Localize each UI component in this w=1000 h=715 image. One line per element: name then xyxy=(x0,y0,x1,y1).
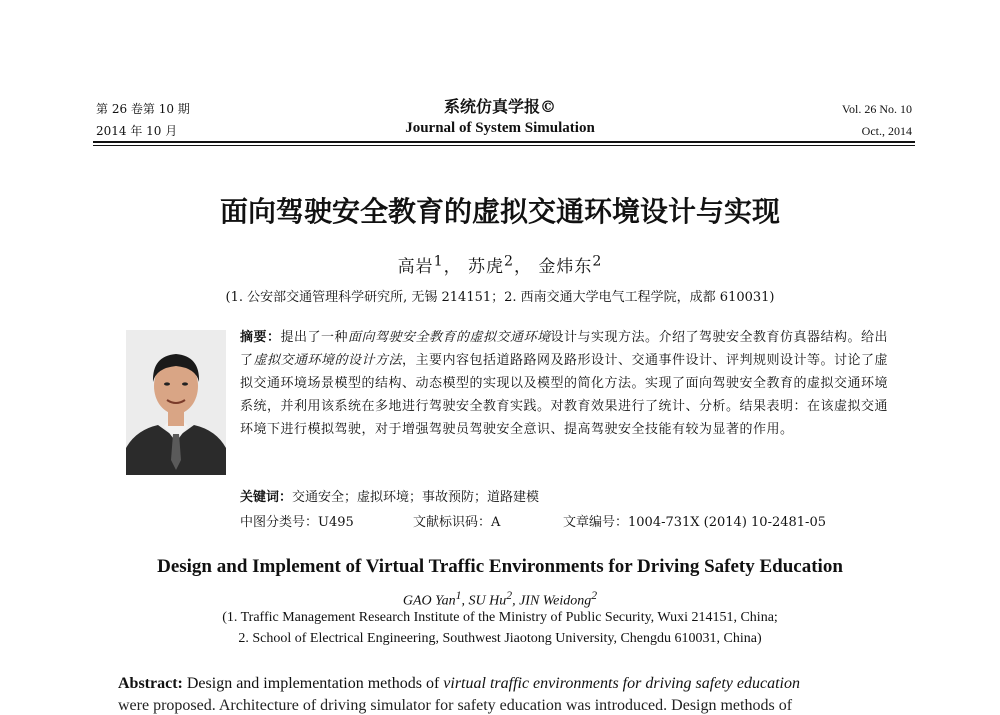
abstract-text: 设计与实现方法。介绍了驾驶安全教育仿真器结构。给出了 xyxy=(240,330,889,368)
abstract-emphasis: 面向驾驶安全教育的虚拟交通环境 xyxy=(348,330,551,345)
journal-title-cn: 系统仿真学报© xyxy=(443,97,556,116)
author-separator: ， xyxy=(514,257,532,277)
abstract-en xyxy=(118,675,800,693)
author-name: 金炜东 xyxy=(538,257,593,277)
author-affil-mark: 1 xyxy=(455,589,462,602)
photo-eye-left xyxy=(164,382,170,385)
author-name-en: GAO Yan xyxy=(402,593,456,609)
header-rule-thick xyxy=(93,141,915,143)
article-number: 文章编号：1004-731X (2014) 10-2481-05 xyxy=(563,515,826,530)
abstract-cn xyxy=(240,326,890,441)
volume-issue-en: Vol. 26 No. 10 xyxy=(841,102,912,116)
abstract-text: ，主要内容包括道路路网及路形设计、交通事件设计、评判规则设计等。讨论了虚拟交通环境场景模型的结构、动态模型的实现以及模型的简化方法。实现了面向驾驶安全教育的虚拟交通环境系统，并利用该系统在多地进行驾驶安全教育实践。对教育效果进行了统计、分析。结果表明：在该虚拟交通环境下进行模拟驾驶，对于增强驾驶员驾驶安全意识、提高驾驶安全技能有较为显著的作用。 xyxy=(240,353,889,437)
abstract-label-cn: 摘要： xyxy=(240,330,281,345)
keywords-text: 交通安全；虚拟环境；事故预防；道路建模 xyxy=(292,490,540,505)
affiliation-en-2: 2. School of Electrical Engineering, Southwest Jiaotong University, Chengdu 610031, China) xyxy=(238,631,762,646)
header-rule-thin xyxy=(93,145,915,146)
author-affil-mark: 2 xyxy=(592,253,603,270)
authors-cn xyxy=(0,252,1000,277)
abstract-en-line2: were proposed. Architecture of driving simulator for safety education was introduced. Design methods of xyxy=(118,697,793,714)
author-affil-mark: 2 xyxy=(506,589,513,602)
paper-title-cn: 面向驾驶安全教育的虚拟交通环境设计与实现 xyxy=(219,195,780,228)
date-en: Oct., 2014 xyxy=(861,124,912,138)
author-affil-mark: 2 xyxy=(503,253,514,270)
keywords-cn xyxy=(240,486,539,505)
author-name-en: SU Hu xyxy=(468,593,507,609)
classification-line xyxy=(240,511,826,530)
abstract-label-en: Abstract: xyxy=(118,675,183,692)
clc-number: 中图分类号：U495 xyxy=(240,515,354,530)
authors-en: GAO Yan$^1$, SU Hu$^2$, JIN Weidong$^2$ xyxy=(402,589,598,609)
affiliation-en-1: (1. Traffic Management Research Institute of the Ministry of Public Security, Wuxi 214151, China; xyxy=(222,610,778,625)
abstract-emphasis-en: virtual traffic environments for driving safety education xyxy=(443,675,800,692)
affiliation-cn: (1. 公安部交通管理科学研究所, 无锡 214151；2. 西南交通大学电气工程学院，成都 610031) xyxy=(225,290,775,305)
author-affil-mark: 2 xyxy=(591,589,598,602)
author-photo xyxy=(126,330,226,475)
keywords-label: 关键词： xyxy=(240,490,293,505)
abstract-emphasis: 虚拟交通环境的设计方法 xyxy=(253,353,403,368)
volume-issue-cn: 第 26 卷第 10 期 xyxy=(96,102,190,116)
document-code: 文献标识码：A xyxy=(413,515,501,530)
author-affil-mark: 1 xyxy=(433,253,444,270)
paper-title-en: Design and Implement of Virtual Traffic Environments for Driving Safety Education xyxy=(157,556,843,577)
abstract-text: 提出了一种 xyxy=(280,330,349,345)
abstract-text-en: Design and implementation methods of xyxy=(182,675,444,692)
author-name: 苏虎 xyxy=(467,257,504,277)
journal-title-en: Journal of System Simulation xyxy=(405,120,595,136)
author-name-en: JIN Weidong xyxy=(519,593,592,609)
date-cn: 2014 年 10 月 xyxy=(96,124,178,138)
author-separator: ， xyxy=(443,257,462,277)
author-name: 高岩 xyxy=(397,257,434,277)
photo-eye-right xyxy=(182,382,188,385)
author-portrait xyxy=(126,330,226,475)
